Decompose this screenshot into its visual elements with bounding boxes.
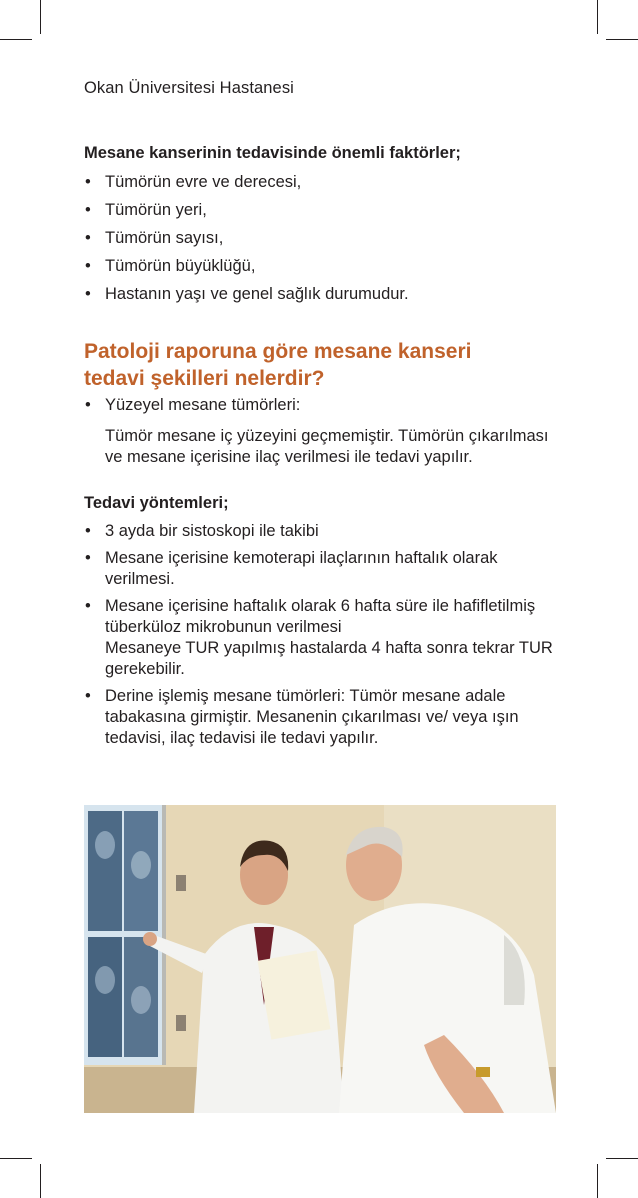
doctor-patient-photo — [84, 805, 556, 1113]
list-item — [84, 596, 564, 680]
list-item: • Tümörün yeri, — [84, 200, 564, 221]
list-item: • Hastanın yaşı ve genel sağlık durumudur. — [84, 284, 564, 305]
main-content — [84, 142, 564, 749]
pathology-heading-line2: tedavi şekilleri nelerdir? — [84, 367, 325, 390]
list-item — [84, 686, 564, 749]
methods-list — [84, 521, 564, 749]
factors-list — [84, 172, 564, 305]
crop-mark-top-left-h — [0, 39, 32, 40]
factors-heading: Mesane kanserinin tedavisinde önemli faktörler; — [84, 144, 461, 162]
crop-mark-bottom-right-v — [597, 1164, 598, 1198]
pathology-list — [84, 395, 564, 416]
list-item: • Tümörün büyüklüğü, — [84, 256, 564, 277]
list-item-text: Mesane içerisine haftalık olarak 6 hafta süre ile hafifletilmiş tüberküloz mikrobunun verilmesi — [105, 597, 536, 636]
list-item: • Yüzeyel mesane tümörleri: — [84, 395, 564, 416]
list-item-text: Mesane içerisine kemoterapi ilaçlarının haftalık olarak verilmesi. — [105, 549, 498, 588]
pathology-heading-line1: Patoloji raporuna göre mesane kanseri — [84, 340, 472, 363]
crop-mark-top-right-v — [597, 0, 598, 34]
crop-mark-bottom-right-h — [606, 1158, 638, 1159]
methods-heading: Tedavi yöntemleri; — [84, 494, 229, 512]
list-item: • Tümörün evre ve derecesi, — [84, 172, 564, 193]
pathology-heading — [84, 338, 564, 392]
page-header: Okan Üniversitesi Hastanesi — [84, 79, 294, 97]
list-item-extra: Mesaneye TUR yapılmış hastalarda 4 hafta sonra tekrar TUR gerekebilir. — [105, 639, 553, 678]
crop-mark-bottom-left-v — [40, 1164, 41, 1198]
crop-mark-top-left-v — [40, 0, 41, 34]
list-item: • Tümörün sayısı, — [84, 228, 564, 249]
list-item-text: 3 ayda bir sistoskopi ile takibi — [105, 522, 319, 540]
crop-mark-bottom-left-h — [0, 1158, 32, 1159]
list-item — [84, 548, 564, 590]
list-item — [84, 521, 564, 542]
pathology-paragraph: Tümör mesane iç yüzeyini geçmemiştir. Tümörün çıkarılması ve mesane içerisine ilaç verilmesi ile tedavi yapılır. — [105, 427, 549, 466]
list-item-text: Derine işlemiş mesane tümörleri: Tümör mesane adale tabakasına girmiştir. Mesanenin çıkarılması ve/ veya ışın tedavisi, ilaç tedavisi ile tedavi yapılır. — [105, 687, 519, 747]
crop-mark-top-right-h — [606, 39, 638, 40]
